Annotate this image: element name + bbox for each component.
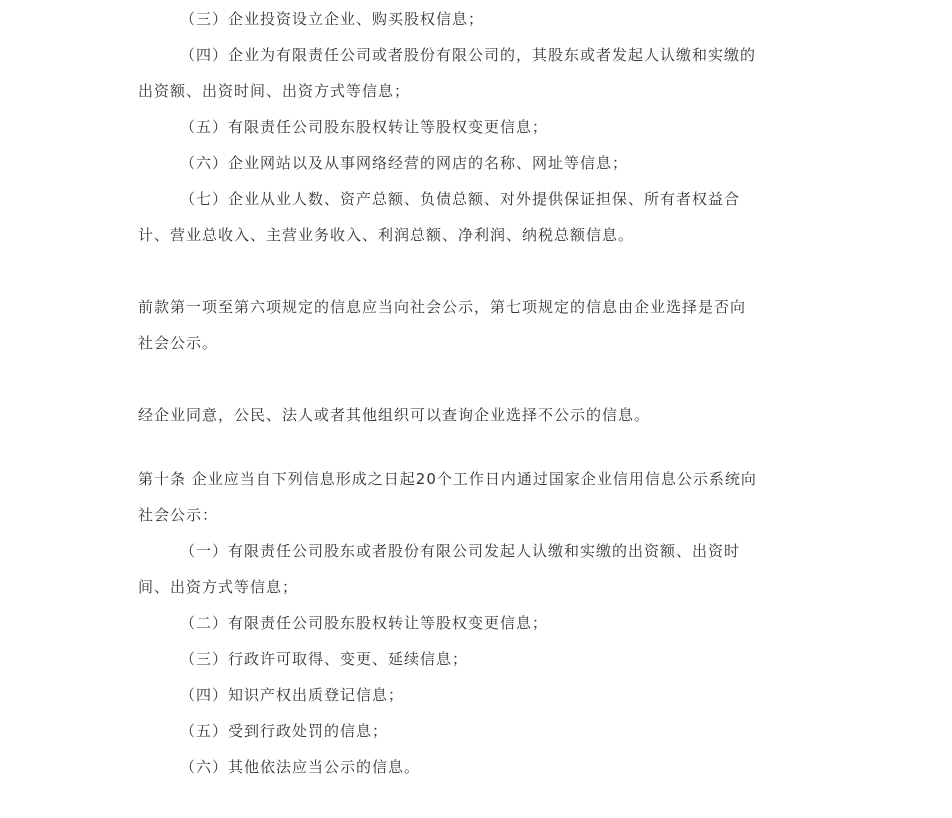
text-line: （二）有限责任公司股东股权转让等股权变更信息； bbox=[180, 614, 549, 632]
text-line: （四）企业为有限责任公司或者股份有限公司的，其股东或者发起人认缴和实缴的 bbox=[180, 46, 757, 64]
text-line: （三）行政许可取得、变更、延续信息； bbox=[180, 650, 469, 668]
text-line: （六）其他依法应当公示的信息。 bbox=[180, 758, 421, 776]
text-line: 前款第一项至第六项规定的信息应当向社会公示，第七项规定的信息由企业选择是否向 bbox=[138, 298, 747, 316]
text-line: 经企业同意，公民、法人或者其他组织可以查询企业选择不公示的信息。 bbox=[138, 406, 651, 424]
text-line: （五）有限责任公司股东股权转让等股权变更信息； bbox=[180, 118, 549, 136]
text-line: （六）企业网站以及从事网络经营的网店的名称、网址等信息； bbox=[180, 154, 629, 172]
text-line: （五）受到行政处罚的信息； bbox=[180, 722, 389, 740]
text-line: 计、营业总收入、主营业务收入、利润总额、净利润、纳税总额信息。 bbox=[138, 226, 635, 244]
text-line: （三）企业投资设立企业、购买股权信息； bbox=[180, 10, 485, 28]
text-line: 出资额、出资时间、出资方式等信息； bbox=[138, 82, 411, 100]
text-line: 社会公示。 bbox=[138, 334, 219, 352]
text-line: 社会公示： bbox=[138, 506, 219, 524]
text-line: 间、出资方式等信息； bbox=[138, 578, 299, 596]
text-line: （一）有限责任公司股东或者股份有限公司发起人认缴和实缴的出资额、出资时 bbox=[180, 542, 741, 560]
text-line: （七）企业从业人数、资产总额、负债总额、对外提供保证担保、所有者权益合 bbox=[180, 190, 741, 208]
text-line: 第十条 企业应当自下列信息形成之日起20个工作日内通过国家企业信用信息公示系统向 bbox=[138, 470, 757, 488]
text-line: （四）知识产权出质登记信息； bbox=[180, 686, 405, 704]
